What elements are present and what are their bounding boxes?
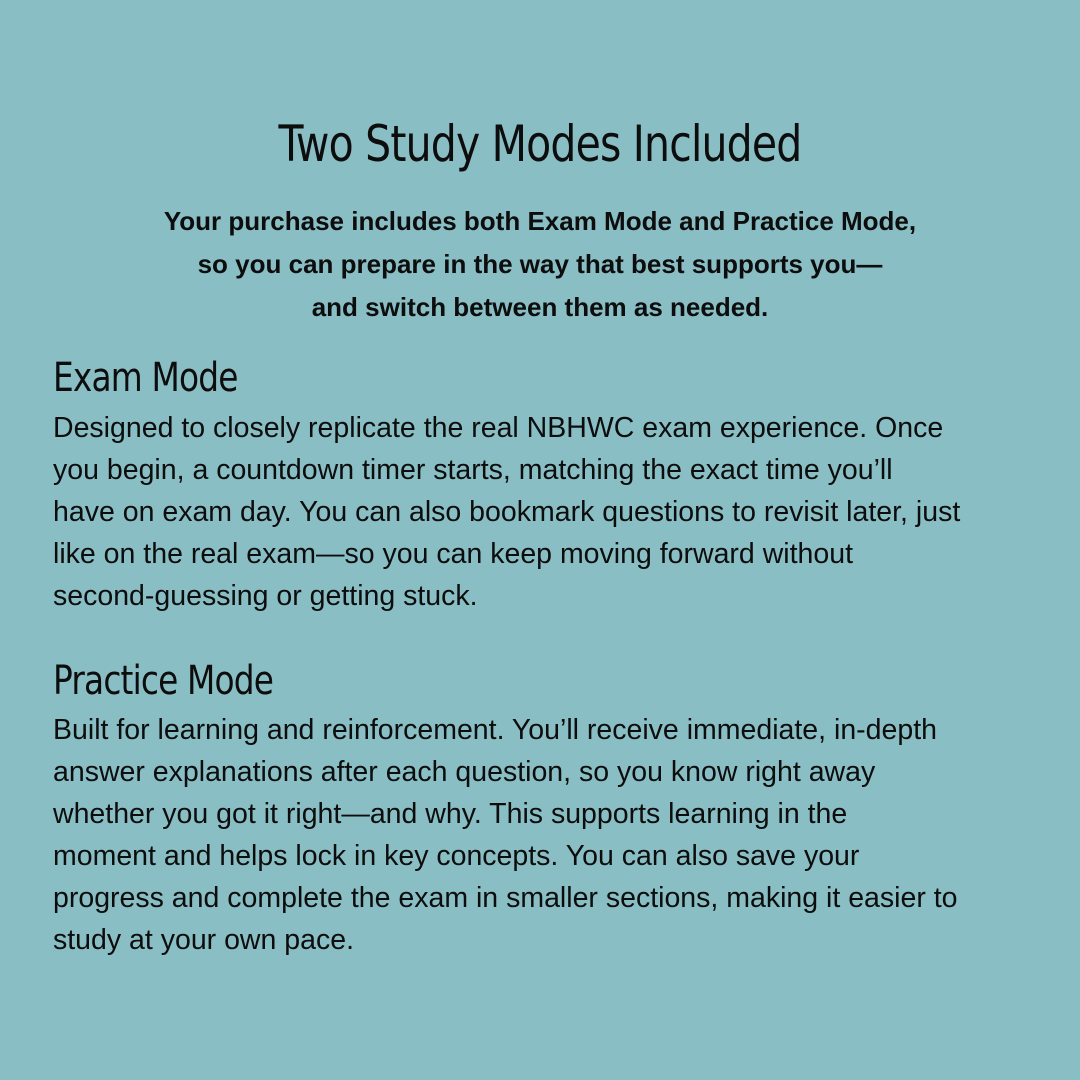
description-line: moment and helps lock in key concepts. You can also save your bbox=[53, 840, 860, 872]
page-title: Two Study Modes Included bbox=[278, 115, 802, 173]
description-line: Built for learning and reinforcement. You’ll receive immediate, in-depth bbox=[53, 714, 937, 746]
description-line: Designed to closely replicate the real NBHWC exam experience. Once bbox=[53, 412, 944, 444]
description-line: study at your own pace. bbox=[53, 924, 355, 956]
practice-mode-description bbox=[53, 709, 1038, 961]
description-line: have on exam day. You can also bookmark questions to revisit later, just bbox=[53, 496, 961, 528]
description-line: answer explanations after each question, so you know right away bbox=[53, 756, 876, 788]
intro-line: and switch between them as needed. bbox=[311, 292, 769, 322]
description-line: progress and complete the exam in smaller sections, making it easier to bbox=[53, 882, 958, 914]
description-line: you begin, a countdown timer starts, matching the exact time you’ll bbox=[53, 454, 893, 486]
intro-text bbox=[60, 200, 1020, 329]
exam-mode-description bbox=[53, 407, 1038, 617]
intro-line: Your purchase includes both Exam Mode and Practice Mode, bbox=[163, 206, 917, 236]
description-line: whether you got it right—and why. This supports learning in the bbox=[53, 798, 848, 830]
description-line: second-guessing or getting stuck. bbox=[53, 580, 478, 612]
intro-line: so you can prepare in the way that best supports you— bbox=[197, 249, 883, 279]
practice-mode-heading: Practice Mode bbox=[53, 658, 274, 704]
exam-mode-heading: Exam Mode bbox=[53, 355, 238, 401]
description-line: like on the real exam—so you can keep moving forward without bbox=[53, 538, 853, 570]
